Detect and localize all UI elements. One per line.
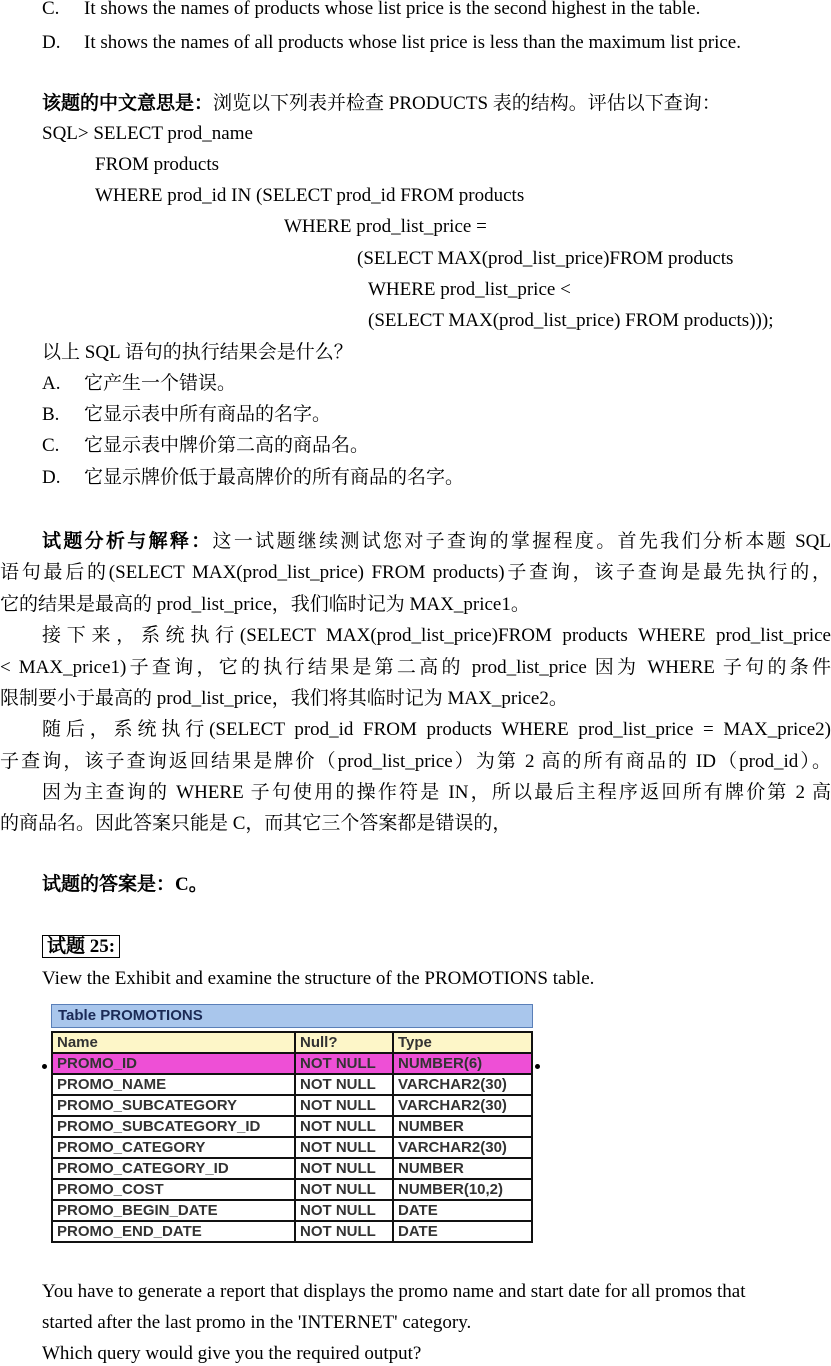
cell-type: VARCHAR2(30) [393,1137,532,1158]
promotions-exhibit [47,1002,535,1268]
table-row [52,1095,532,1116]
option-text: 它显示表中牌价第二高的商品名。 [84,435,370,456]
option-text: 它显示牌价低于最高牌价的所有商品的名字。 [84,467,465,488]
cell-null: NOT NULL [295,1095,393,1116]
analysis-line: < MAX_price1)子查询，它的执行结果是第二高的 prod_list_price 因为 WHERE 子句的条件 [0,657,831,678]
option-a-cn [42,372,236,396]
exhibit-marker-left [42,1064,47,1069]
cn-meaning [42,92,721,116]
analysis-line: 它的结果是最高的 prod_list_price，我们临时记为 MAX_price1。 [0,594,530,615]
question-body-line: Which query would give you the required output? [42,1343,422,1364]
answer-line: 试题的答案是：C。 [42,874,208,895]
table-row [52,1200,532,1221]
question-body-line: You have to generate a report that displays the promo name and start date for all promos that [42,1281,746,1302]
column-header-name: Name [52,1032,295,1053]
question-25-intro: View the Exhibit and examine the structure of the PROMOTIONS table. [42,968,595,989]
option-text: 它显示表中所有商品的名字。 [84,404,332,425]
cell-name: PROMO_ID [52,1053,295,1074]
cell-type: NUMBER [393,1158,532,1179]
table-row [52,1179,532,1200]
question-label-box: 试题 25: [42,935,120,958]
sql-line: SQL> SELECT prod_name [42,123,253,144]
cell-name: PROMO_SUBCATEGORY [52,1095,295,1116]
option-letter: D. [42,32,61,53]
promotions-table [51,1031,533,1243]
analysis-line: 接下来，系统执行(SELECT MAX(prod_list_price)FROM products WHERE prod_list_price [42,625,831,646]
option-b-cn [42,403,331,427]
cell-type: VARCHAR2(30) [393,1074,532,1095]
analysis-line: 子查询，该子查询返回结果是牌价（prod_list_price）为第 2 高的所有商品的 ID（prod_id）。 [0,751,831,772]
option-d-en [42,31,741,55]
cn-meaning-text: 浏览以下列表并检查 PRODUCTS 表的结构。评估以下查询： [213,93,721,114]
analysis-heading: 试题分析与解释： [42,531,213,552]
sql-line: WHERE prod_id IN (SELECT prod_id FROM products [95,185,525,206]
cell-null: NOT NULL [295,1200,393,1221]
cell-name: PROMO_BEGIN_DATE [52,1200,295,1221]
option-letter: C. [42,435,60,456]
analysis-line: 的商品名。因此答案只能是 C，而其它三个答案都是错误的， [0,813,512,834]
cell-name: PROMO_NAME [52,1074,295,1095]
table-row [52,1158,532,1179]
cn-meaning-heading: 该题的中文意思是： [42,93,214,114]
cell-null: NOT NULL [295,1179,393,1200]
option-c-cn [42,434,369,458]
question-25-label [42,935,120,959]
cell-null: NOT NULL [295,1221,393,1242]
cell-null: NOT NULL [295,1053,393,1074]
sql-line: (SELECT MAX(prod_list_price) FROM products))); [368,310,774,331]
sql-line: WHERE prod_list_price = [284,216,487,237]
exhibit-title: Table PROMOTIONS [51,1004,533,1028]
cell-name: PROMO_SUBCATEGORY_ID [52,1116,295,1137]
option-c-en [42,0,700,21]
cell-type: NUMBER(6) [393,1053,532,1074]
column-header-null: Null? [295,1032,393,1053]
cell-null: NOT NULL [295,1074,393,1095]
table-row [52,1116,532,1137]
cell-name: PROMO_CATEGORY [52,1137,295,1158]
option-letter: C. [42,0,60,19]
cell-name: PROMO_COST [52,1179,295,1200]
cell-type: NUMBER(10,2) [393,1179,532,1200]
cell-name: PROMO_END_DATE [52,1221,295,1242]
exhibit-marker-right [535,1064,540,1069]
option-text: It shows the names of products whose list price is the second highest in the table. [84,0,701,19]
table-row [52,1053,532,1074]
table-row [52,1221,532,1242]
table-row [52,1074,532,1095]
cell-null: NOT NULL [295,1158,393,1179]
cell-type: NUMBER [393,1116,532,1137]
cell-type: DATE [393,1200,532,1221]
cell-name: PROMO_CATEGORY_ID [52,1158,295,1179]
option-letter: B. [42,404,60,425]
analysis-text: 这一试题继续测试您对子查询的掌握程度。首先我们分析本题 SQL [212,531,831,552]
cell-null: NOT NULL [295,1137,393,1158]
analysis-line: 限制要小于最高的 prod_list_price，我们将其临时记为 MAX_price2。 [0,688,568,709]
sql-line: WHERE prod_list_price < [368,279,571,300]
table-header-row [52,1032,532,1053]
cell-null: NOT NULL [295,1116,393,1137]
cn-question: 以上 SQL 语句的执行结果会是什么？ [42,342,353,363]
sql-line: FROM products [95,154,220,175]
option-d-cn [42,466,464,490]
analysis-line: 语句最后的(SELECT MAX(prod_list_price) FROM products)子查询，该子查询是最先执行的， [0,562,831,583]
option-text: It shows the names of all products whose list price is less than the maximum list price. [84,32,741,53]
column-header-type: Type [393,1032,532,1053]
table-row [52,1137,532,1158]
option-letter: D. [42,467,61,488]
analysis-line: 随后，系统执行(SELECT prod_id FROM products WHERE prod_list_price = MAX_price2) [42,719,831,740]
sql-line: (SELECT MAX(prod_list_price)FROM products [357,248,734,269]
question-body-line: started after the last promo in the 'INTERNET' category. [42,1312,472,1333]
analysis-line: 因为主查询的 WHERE 子句使用的操作符是 IN，所以最后主程序返回所有牌价第 2 高 [42,782,831,803]
option-text: 它产生一个错误。 [84,373,237,394]
cell-type: DATE [393,1221,532,1242]
analysis-first-line [42,530,831,554]
option-letter: A. [42,373,61,394]
cell-type: VARCHAR2(30) [393,1095,532,1116]
